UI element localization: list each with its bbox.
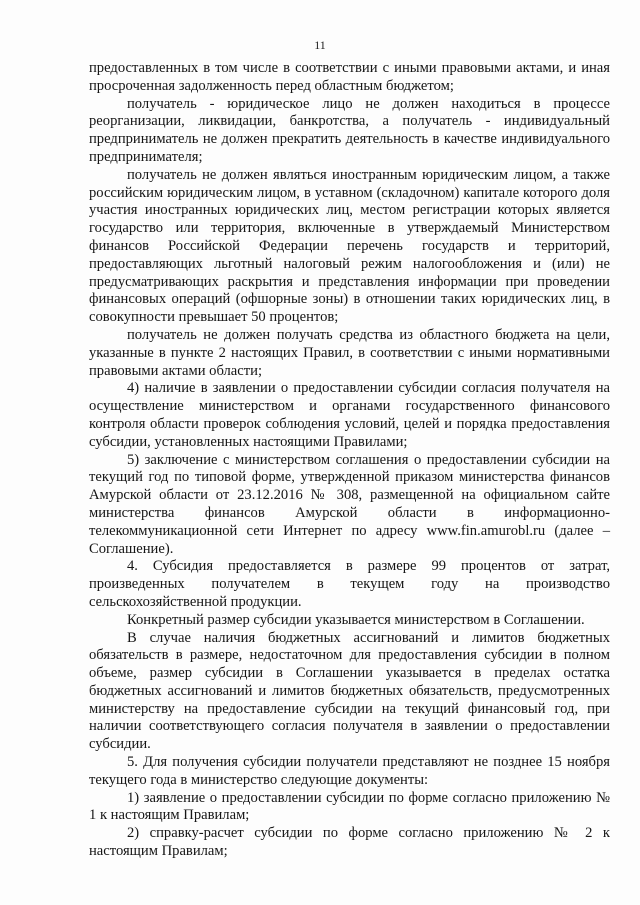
paragraph: предоставленных в том числе в соответствии с иными правовыми актами, и иная просроченная задолженность перед областным бюджетом; (89, 60, 610, 94)
page-number: 11 (314, 38, 326, 52)
paragraph: 5) заключение с министерством соглашения о предоставлении субсидии на текущий год по типовой форме, утвержденной приказом министерства финансов Амурской области от 23.12.2016 № 308, размещенной на официальном сайте министерства финансов Амурской области в информационно-телекоммуникационной сети Интернет по адресу www.fin.amurobl.ru (далее – Соглашение). (89, 451, 610, 557)
paragraph: 5. Для получения субсидии получатели представляют не позднее 15 ноября текущего года в министерство следующие документы: (89, 754, 610, 788)
paragraph: 4. Субсидия предоставляется в размере 99 процентов от затрат, произведенных получателем в текущем году на производство сельскохозяйственной продукции. (89, 558, 610, 610)
paragraph: получатель - юридическое лицо не должен находиться в процессе реорганизации, ликвидации, банкротства, а получатель - индивидуальный предприниматель не должен прекратить деятельность в качестве индивидуального предпринимателя; (89, 95, 610, 165)
paragraph: 1) заявление о предоставлении субсидии по форме согласно приложению № 1 к настоящим Правилам; (89, 789, 610, 824)
paragraph: получатель не должен получать средства из областного бюджета на цели, указанные в пункте 2 настоящих Правил, в соответствии с иными нормативными правовыми актами области; (89, 326, 610, 379)
document-body (89, 60, 610, 861)
paragraph: 4) наличие в заявлении о предоставлении субсидии согласия получателя на осуществление министерством и органами государственного финансового контроля области проверок соблюдения условий, целей и порядка предоставления субсидии, установленных настоящими Правилами; (89, 380, 610, 450)
paragraph: Конкретный размер субсидии указывается министерством в Соглашении. (127, 611, 585, 628)
paragraph: В случае наличия бюджетных ассигнований и лимитов бюджетных обязательств в размере, недостаточном для предоставления субсидии в полном объеме, размер субсидии в Соглашении указывается в пределах остатка бюджетных ассигнований и лимитов бюджетных обязательств, предусмотренных министерству на предоставление субсидии на текущий финансовый год, при наличии соответствующего согласия получателя в заявлении о предоставлении субсидии. (89, 629, 610, 753)
paragraph: 2) справку-расчет субсидии по форме согласно приложению № 2 к настоящим Правилам; (89, 825, 610, 860)
paragraph: получатель не должен являться иностранным юридическим лицом, а также российским юридическим лицом, в уставном (складочном) капитале которого доля участия иностранных юридических лиц, местом регистрации которых является государство или территория, включенные в утверждаемый Министерством финансов Российской Федерации перечень государств и территорий, предоставляющих льготный налоговый режим налогообложения и (или) не предусматривающих раскрытия и представления информации при проведении финансовых операций (офшорные зоны) в отношении таких юридических лиц, в совокупности превышает 50 процентов; (89, 166, 610, 326)
